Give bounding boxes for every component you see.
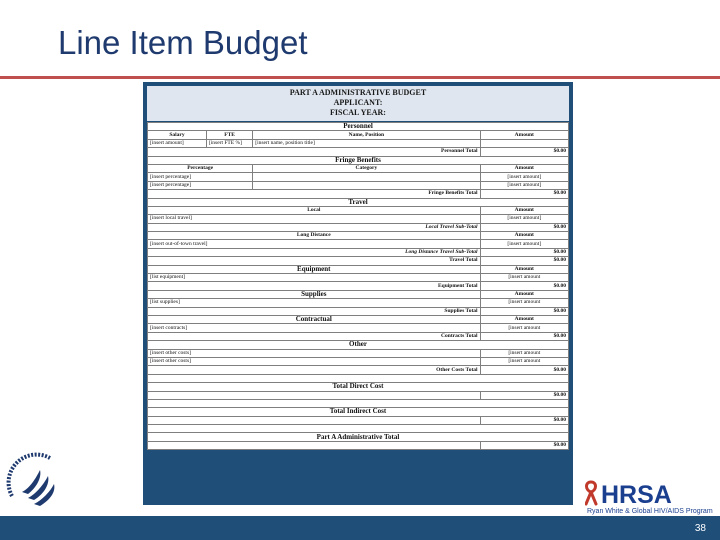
budget-table [147,122,569,450]
supplies-section-row [148,290,569,298]
part-a-total-value-row [148,441,569,449]
percentage-cell[interactable]: [insert percentage] [148,181,253,189]
long-distance-col-header: Long Distance [148,232,481,240]
title-divider [0,76,720,79]
fringe-amount-cell[interactable]: [insert amount] [480,181,568,189]
contractual-section-row [148,315,569,323]
hrsa-tagline: Ryan White & Global HIV/AIDS Program [587,508,713,515]
local-header-row [148,206,569,214]
supplies-total-row [148,307,569,315]
fringe-total-value: $0.00 [480,190,568,198]
contractual-total-row [148,332,569,340]
local-subtotal-row [148,223,569,231]
contractual-cell[interactable]: [insert contracts] [148,324,481,332]
long-distance-cell[interactable]: [insert out-of-town travel] [148,240,481,248]
contractual-amount-cell[interactable]: [insert amount [480,324,568,332]
local-subtotal-label: Local Travel Sub-Total [148,223,481,231]
total-direct-value: $0.00 [480,391,568,399]
supplies-amount-cell[interactable]: [insert amount [480,299,568,307]
fte-col-header: FTE [206,131,252,139]
slide-title: Line Item Budget [58,24,308,61]
form-header [147,86,569,122]
other-section-row [148,341,569,349]
form-heading-fiscal-year: FISCAL YEAR: [330,108,386,117]
hrsa-logo [585,478,715,516]
category-cell[interactable] [253,173,480,181]
category-col-header: Category [253,164,480,172]
fte-cell[interactable]: [insert FTE %] [206,139,252,147]
part-a-total-row [148,433,569,441]
contractual-title: Contractual [148,315,481,323]
fringe-amount-header: Amount [480,164,568,172]
personnel-header-row [148,131,569,139]
local-col-header: Local [148,206,481,214]
total-indirect-row [148,408,569,416]
other-row [148,357,569,365]
travel-section-row [148,198,569,206]
other-title: Other [148,341,569,349]
part-a-total-label: Part A Administrative Total [148,433,569,441]
fringe-total-row [148,190,569,198]
contractual-row [148,324,569,332]
travel-total-row [148,257,569,265]
budget-form [143,82,573,505]
personnel-title: Personnel [148,123,569,131]
local-amount-header: Amount [480,206,568,214]
personnel-total-label: Personnel Total [148,148,481,156]
other-amount-cell[interactable]: [insert amount [480,349,568,357]
supplies-amount-header: Amount [480,290,568,298]
percentage-col-header: Percentage [148,164,253,172]
form-heading-applicant: APPLICANT: [333,98,383,107]
other-row [148,349,569,357]
local-amount-cell[interactable]: [insert amount] [480,215,568,223]
name-position-cell[interactable]: [insert name, position title] [253,139,480,147]
percentage-cell[interactable]: [insert percentage] [148,173,253,181]
spacer-row [148,374,569,382]
long-distance-subtotal-value: $0.00 [480,248,568,256]
personnel-total-value: $0.00 [480,148,568,156]
equipment-total-row [148,282,569,290]
contractual-total-value: $0.00 [480,332,568,340]
equipment-section-row [148,265,569,273]
total-indirect-label: Total Indirect Cost [148,408,569,416]
other-cell[interactable]: [insert other costs] [148,357,481,365]
long-distance-subtotal-label: Long Distance Travel Sub-Total [148,248,481,256]
long-distance-header-row [148,232,569,240]
hrsa-wordmark: HRSA [601,481,672,509]
long-distance-subtotal-row [148,248,569,256]
personnel-section-row [148,123,569,131]
personnel-row [148,139,569,147]
equipment-cell[interactable]: [list equipment] [148,274,481,282]
footer-bar [0,516,720,540]
supplies-total-value: $0.00 [480,307,568,315]
form-heading-part-a: PART A ADMINISTRATIVE BUDGET [289,88,427,97]
equipment-total-value: $0.00 [480,282,568,290]
supplies-title: Supplies [148,290,481,298]
equipment-row [148,274,569,282]
other-amount-cell[interactable]: [insert amount [480,357,568,365]
part-a-total-value: $0.00 [480,441,568,449]
equipment-amount-cell[interactable]: [insert amount [480,274,568,282]
spacer-row [148,425,569,433]
salary-col-header: Salary [148,131,207,139]
hhs-seal-logo [6,452,68,514]
contractual-amount-header: Amount [480,315,568,323]
spacer-row [148,399,569,407]
fringe-header-row [148,164,569,172]
supplies-row [148,299,569,307]
travel-total-label: Travel Total [148,257,481,265]
personnel-amount-header: Amount [480,131,568,139]
other-cell[interactable]: [insert other costs] [148,349,481,357]
local-travel-cell[interactable]: [insert local travel] [148,215,481,223]
fringe-row [148,173,569,181]
other-total-value: $0.00 [480,366,568,374]
total-direct-label: Total Direct Cost [148,383,569,391]
fringe-total-label: Fringe Benefits Total [148,190,481,198]
equipment-title: Equipment [148,265,481,273]
page-number: 38 [694,523,706,534]
supplies-cell[interactable]: [list supplies] [148,299,481,307]
travel-title: Travel [148,198,569,206]
local-subtotal-value: $0.00 [480,223,568,231]
equipment-total-label: Equipment Total [148,282,481,290]
other-total-row [148,366,569,374]
fringe-row [148,181,569,189]
fringe-title: Fringe Benefits [148,156,569,164]
total-direct-value-row [148,391,569,399]
long-distance-row [148,240,569,248]
long-distance-amount-header: Amount [480,232,568,240]
equipment-amount-header: Amount [480,265,568,273]
supplies-total-label: Supplies Total [148,307,481,315]
category-cell[interactable] [253,181,480,189]
other-total-label: Other Costs Total [148,366,481,374]
salary-cell[interactable]: [insert amount] [148,139,207,147]
personnel-total-row [148,148,569,156]
personnel-amount-cell[interactable] [480,139,568,147]
contractual-total-label: Contracts Total [148,332,481,340]
long-distance-amount-cell[interactable]: [insert amount] [480,240,568,248]
local-travel-row [148,215,569,223]
fringe-amount-cell[interactable]: [insert amount] [480,173,568,181]
fringe-section-row [148,156,569,164]
total-direct-row [148,383,569,391]
travel-total-value: $0.00 [480,257,568,265]
total-indirect-value-row [148,416,569,424]
total-indirect-value: $0.00 [480,416,568,424]
name-position-col-header: Name, Position [253,131,480,139]
